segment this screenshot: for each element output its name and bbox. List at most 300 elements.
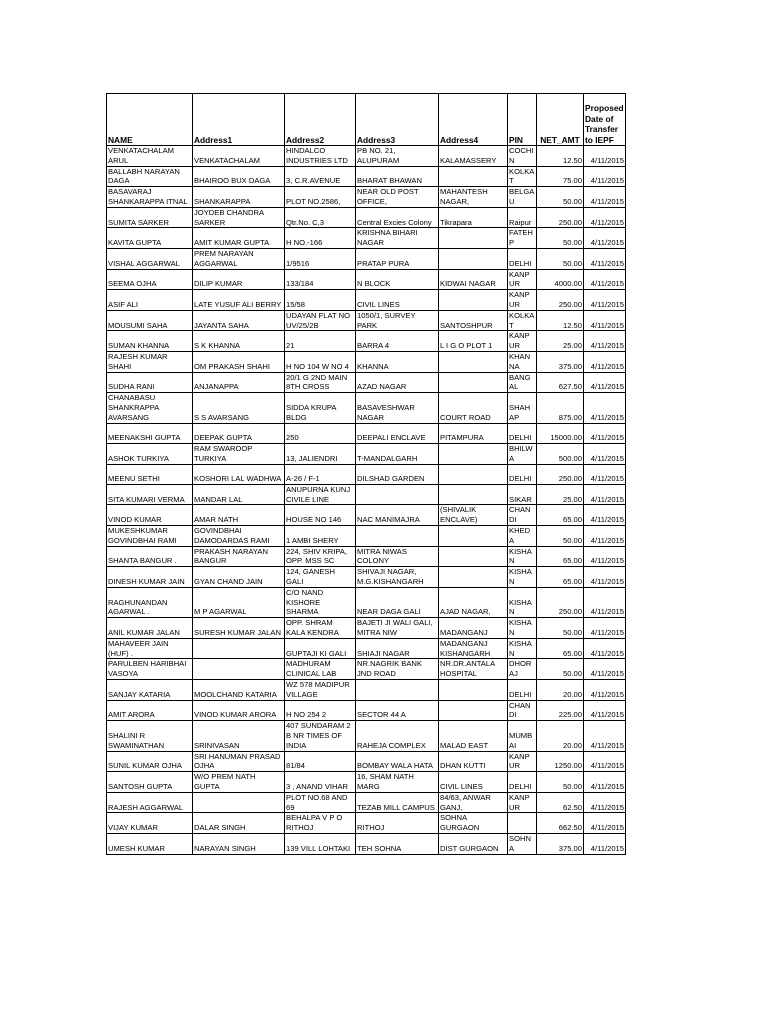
cell-name: DINESH KUMAR JAIN — [107, 567, 193, 588]
cell-name: MUKESHKUMAR GOVINDBHAI RAMI — [107, 526, 193, 547]
cell-net-amt: 250.00 — [537, 587, 584, 617]
cell-address1: GOVINDBHAI DAMODARDAS RAMI — [193, 526, 285, 547]
cell-address1: S K KHANNA — [193, 331, 285, 352]
cell-address4: SOHNA GURGAON — [439, 813, 508, 834]
col-header-net-amt: NET_AMT — [537, 94, 584, 146]
table-row — [107, 700, 626, 721]
cell-name: ANIL KUMAR JALAN — [107, 618, 193, 639]
cell-address3: N BLOCK — [356, 269, 439, 290]
table-row — [107, 618, 626, 639]
table-row — [107, 187, 626, 208]
col-header-name: NAME — [107, 94, 193, 146]
cell-net-amt: 375.00 — [537, 351, 584, 372]
table-row — [107, 587, 626, 617]
cell-name: VISHAL AGGARWAL — [107, 248, 193, 269]
table-row — [107, 505, 626, 526]
cell-address2: 1 AMBI SHERY — [285, 526, 356, 547]
cell-address3: PRATAP PURA — [356, 248, 439, 269]
cell-address1 — [193, 638, 285, 659]
cell-name: RAGHUNANDAN AGARWAL . — [107, 587, 193, 617]
cell-address3: DILSHAD GARDEN — [356, 464, 439, 484]
cell-name: KAVITA GUPTA — [107, 228, 193, 249]
cell-pin: DELHI — [508, 464, 537, 484]
cell-net-amt: 50.00 — [537, 618, 584, 639]
cell-address2: 21 — [285, 331, 356, 352]
cell-address2: A-26 / F-1 — [285, 464, 356, 484]
cell-address3: BARRA 4 — [356, 331, 439, 352]
table-row — [107, 146, 626, 167]
cell-address4 — [439, 372, 508, 393]
cell-pin: DELHI — [508, 248, 537, 269]
cell-name: BALLABH NARAYAN DAGA — [107, 166, 193, 187]
cell-address1: JAYANTA SAHA — [193, 310, 285, 331]
cell-address4 — [439, 484, 508, 505]
cell-address4: DHAN KUTTI — [439, 751, 508, 772]
cell-address2: 250 — [285, 423, 356, 443]
header-row — [107, 94, 626, 146]
cell-address4 — [439, 290, 508, 311]
cell-pin: KANP UR — [508, 269, 537, 290]
cell-address4: AJAD NAGAR, — [439, 587, 508, 617]
cell-pin: CHAN DI — [508, 700, 537, 721]
cell-net-amt: 75.00 — [537, 166, 584, 187]
table-row — [107, 331, 626, 352]
cell-address3: TEZAB MILL CAMPUS — [356, 792, 439, 813]
cell-pin: KISHA N — [508, 638, 537, 659]
cell-address3: NEAR OLD POST OFFICE, — [356, 187, 439, 208]
table-row — [107, 423, 626, 443]
cell-pin: KHED A — [508, 526, 537, 547]
cell-address2: HINDALCO INDUSTRIES LTD — [285, 146, 356, 167]
cell-address3 — [356, 484, 439, 505]
cell-address2: PLOT NO.68 AND 69 — [285, 792, 356, 813]
table-row — [107, 546, 626, 567]
cell-net-amt: 62.50 — [537, 792, 584, 813]
cell-address3: 1050/1, SURVEY PARK — [356, 310, 439, 331]
cell-name: SUDHA RANI — [107, 372, 193, 393]
cell-address2: 15/58 — [285, 290, 356, 311]
cell-address3: RITHOJ — [356, 813, 439, 834]
cell-address1: DILIP KUMAR — [193, 269, 285, 290]
cell-name: MOUSUMI SAHA — [107, 310, 193, 331]
cell-address4: MADANGANJ — [439, 618, 508, 639]
cell-net-amt: 25.00 — [537, 484, 584, 505]
cell-net-amt: 50.00 — [537, 526, 584, 547]
table-row — [107, 659, 626, 680]
cell-address1: NARAYAN SINGH — [193, 833, 285, 854]
cell-name: SUNIL KUMAR OJHA — [107, 751, 193, 772]
cell-address3: TEH SOHNA — [356, 833, 439, 854]
cell-address4: COURT ROAD — [439, 393, 508, 423]
cell-name: ASIF ALI — [107, 290, 193, 311]
table-row — [107, 526, 626, 547]
cell-net-amt: 65.00 — [537, 505, 584, 526]
cell-name: VENKATACHALAM ARUL — [107, 146, 193, 167]
cell-address1: KOSHORI LAL WADHWA — [193, 464, 285, 484]
cell-address3: NAC MANIMAJRA — [356, 505, 439, 526]
cell-address2: UDAYAN FLAT NO UV/25/2B — [285, 310, 356, 331]
cell-name: PARULBEN HARIBHAI VASOYA — [107, 659, 193, 680]
cell-pin: SIKAR — [508, 484, 537, 505]
cell-net-amt: 225.00 — [537, 700, 584, 721]
cell-name: MAHAVEER JAIN (HUF) . — [107, 638, 193, 659]
cell-address2: OPP. SHRAM KALA KENDRA — [285, 618, 356, 639]
cell-address1: SRINIVASAN — [193, 721, 285, 751]
cell-address1: DALAR SINGH — [193, 813, 285, 834]
table-row — [107, 269, 626, 290]
cell-transfer-date: 4/11/2015 — [584, 833, 626, 854]
cell-address4: Tikrapara — [439, 207, 508, 228]
cell-address2: 81/84 — [285, 751, 356, 772]
cell-net-amt: 12.50 — [537, 146, 584, 167]
cell-net-amt: 500.00 — [537, 443, 584, 464]
cell-name: SEEMA OJHA — [107, 269, 193, 290]
unclaimed-dividend-table — [106, 93, 626, 855]
cell-address4 — [439, 700, 508, 721]
table-row — [107, 290, 626, 311]
cell-transfer-date: 4/11/2015 — [584, 567, 626, 588]
cell-address1: MANDAR LAL — [193, 484, 285, 505]
cell-transfer-date: 4/11/2015 — [584, 546, 626, 567]
cell-net-amt: 25.00 — [537, 331, 584, 352]
cell-pin: DELHI — [508, 423, 537, 443]
cell-address4: (SHIVALIK ENCLAVE) — [439, 505, 508, 526]
cell-address4 — [439, 526, 508, 547]
cell-pin: DELHI — [508, 772, 537, 793]
cell-transfer-date: 4/11/2015 — [584, 187, 626, 208]
cell-net-amt: 65.00 — [537, 638, 584, 659]
cell-name: SITA KUMARI VERMA — [107, 484, 193, 505]
cell-transfer-date: 4/11/2015 — [584, 772, 626, 793]
cell-name: AMIT ARORA — [107, 700, 193, 721]
cell-transfer-date: 4/11/2015 — [584, 393, 626, 423]
cell-transfer-date: 4/11/2015 — [584, 659, 626, 680]
table-row — [107, 443, 626, 464]
cell-name: RAJESH KUMAR SHAHI — [107, 351, 193, 372]
cell-address2: 124, GANESH GALI — [285, 567, 356, 588]
cell-address1: LATE YUSUF ALI BERRY — [193, 290, 285, 311]
table-row — [107, 372, 626, 393]
cell-address1 — [193, 659, 285, 680]
cell-transfer-date: 4/11/2015 — [584, 526, 626, 547]
cell-net-amt: 50.00 — [537, 772, 584, 793]
table-row — [107, 792, 626, 813]
cell-transfer-date: 4/11/2015 — [584, 146, 626, 167]
cell-address1: PRAKASH NARAYAN BANGUR — [193, 546, 285, 567]
cell-address4 — [439, 546, 508, 567]
cell-address3: BHARAT BHAWAN — [356, 166, 439, 187]
cell-pin: BANG AL — [508, 372, 537, 393]
cell-pin: KHAN NA — [508, 351, 537, 372]
cell-address2: BEHALPA V P O RITHOJ — [285, 813, 356, 834]
cell-name: SUMITA SARKER — [107, 207, 193, 228]
cell-address3: BAJETI JI WALI GALI, MITRA NIW — [356, 618, 439, 639]
cell-pin — [508, 813, 537, 834]
cell-address2: 407 SUNDARAM 2 B NR TIMES OF INDIA — [285, 721, 356, 751]
cell-address3: 16, SHAM NATH MARG — [356, 772, 439, 793]
cell-net-amt: 50.00 — [537, 659, 584, 680]
cell-address2: WZ 578 MADIPUR VILLAGE — [285, 680, 356, 701]
cell-pin: KANP UR — [508, 751, 537, 772]
cell-address4 — [439, 443, 508, 464]
table-row — [107, 638, 626, 659]
col-header-address1: Address1 — [193, 94, 285, 146]
cell-address3: SHIAJI NAGAR — [356, 638, 439, 659]
cell-address4: MAHANTESH NAGAR, — [439, 187, 508, 208]
table-row — [107, 207, 626, 228]
cell-address1: SHANKARAPPA — [193, 187, 285, 208]
cell-net-amt: 15000.00 — [537, 423, 584, 443]
cell-address1: AMIT KUMAR GUPTA — [193, 228, 285, 249]
cell-pin: KOLKA T — [508, 310, 537, 331]
cell-address3: T-MANDALGARH — [356, 443, 439, 464]
cell-pin: BHILW A — [508, 443, 537, 464]
cell-net-amt: 4000.00 — [537, 269, 584, 290]
cell-address2: SIDDA KRUPA BLDG — [285, 393, 356, 423]
cell-address2: 139 VILL LOHTAKI — [285, 833, 356, 854]
cell-net-amt: 20.00 — [537, 721, 584, 751]
cell-address3: AZAD NAGAR — [356, 372, 439, 393]
cell-address2: 3, C.R.AVENUE — [285, 166, 356, 187]
cell-net-amt: 50.00 — [537, 248, 584, 269]
cell-pin: KANP UR — [508, 331, 537, 352]
cell-address1: DEEPAK GUPTA — [193, 423, 285, 443]
cell-address3: PB NO. 21, ALUPURAM — [356, 146, 439, 167]
cell-address1: GYAN CHAND JAIN — [193, 567, 285, 588]
table-row — [107, 813, 626, 834]
cell-net-amt: 20.00 — [537, 680, 584, 701]
cell-pin: CHAN DI — [508, 505, 537, 526]
cell-name: MEENAKSHI GUPTA — [107, 423, 193, 443]
cell-transfer-date: 4/11/2015 — [584, 700, 626, 721]
cell-transfer-date: 4/11/2015 — [584, 351, 626, 372]
cell-address1: SURESH KUMAR JALAN — [193, 618, 285, 639]
table-body — [107, 146, 626, 855]
cell-transfer-date: 4/11/2015 — [584, 484, 626, 505]
cell-address3 — [356, 680, 439, 701]
cell-transfer-date: 4/11/2015 — [584, 331, 626, 352]
cell-address1: RAM SWAROOP TURKIYA — [193, 443, 285, 464]
cell-address2: 133/184 — [285, 269, 356, 290]
col-header-address4: Address4 — [439, 94, 508, 146]
cell-name: SHANTA BANGUR . — [107, 546, 193, 567]
cell-address2: 20/1 G 2ND MAIN 8TH CROSS — [285, 372, 356, 393]
cell-pin: Raipur — [508, 207, 537, 228]
cell-transfer-date: 4/11/2015 — [584, 423, 626, 443]
cell-address1: VENKATACHALAM — [193, 146, 285, 167]
cell-address3: Central Excies Colony — [356, 207, 439, 228]
cell-transfer-date: 4/11/2015 — [584, 638, 626, 659]
cell-name: MEENU SETHI — [107, 464, 193, 484]
cell-address4: CIVIL LINES — [439, 772, 508, 793]
cell-name: RAJESH AGGARWAL — [107, 792, 193, 813]
cell-address2: GUPTAJI KI GALI — [285, 638, 356, 659]
cell-address3: SHIVAJI NAGAR, M.G.KISHANGARH — [356, 567, 439, 588]
cell-net-amt: 875.00 — [537, 393, 584, 423]
cell-address1: OM PRAKASH SHAHI — [193, 351, 285, 372]
table-row — [107, 484, 626, 505]
cell-pin: DELHI — [508, 680, 537, 701]
cell-address2: H NO 104 W NO 4 — [285, 351, 356, 372]
cell-name: UMESH KUMAR — [107, 833, 193, 854]
cell-transfer-date: 4/11/2015 — [584, 618, 626, 639]
cell-address4 — [439, 228, 508, 249]
cell-address4: KALAMASSERY — [439, 146, 508, 167]
cell-address2: H NO 254 2 — [285, 700, 356, 721]
cell-address3: KHANNA — [356, 351, 439, 372]
table-row — [107, 721, 626, 751]
table-row — [107, 351, 626, 372]
table-row — [107, 833, 626, 854]
table-row — [107, 248, 626, 269]
cell-address1 — [193, 792, 285, 813]
cell-address2: ANUPURNA KUNJ CIVILE LINE — [285, 484, 356, 505]
cell-address3: BASAVESHWAR NAGAR — [356, 393, 439, 423]
cell-address1: ANJANAPPA — [193, 372, 285, 393]
cell-pin: BELGA U — [508, 187, 537, 208]
cell-transfer-date: 4/11/2015 — [584, 587, 626, 617]
table-row — [107, 393, 626, 423]
cell-address4: DIST GURGAON — [439, 833, 508, 854]
cell-address2: H NO.-166 — [285, 228, 356, 249]
col-header-address2: Address2 — [285, 94, 356, 146]
cell-name: VIJAY KUMAR — [107, 813, 193, 834]
cell-address4 — [439, 464, 508, 484]
cell-address3: BOMBAY WALA HATA — [356, 751, 439, 772]
cell-address2: MADHURAM CLINICAL LAB — [285, 659, 356, 680]
cell-address1: AMAR NATH — [193, 505, 285, 526]
cell-address4: 84/63, ANWAR GANJ, — [439, 792, 508, 813]
col-header-address3: Address3 — [356, 94, 439, 146]
cell-pin: KISHA N — [508, 546, 537, 567]
cell-address3: NEAR DAGA GALI — [356, 587, 439, 617]
col-header-transfer-date: Proposed Date of Transfer to IEPF — [584, 94, 626, 146]
cell-transfer-date: 4/11/2015 — [584, 290, 626, 311]
cell-address3: RAHEJA COMPLEX — [356, 721, 439, 751]
table-row — [107, 567, 626, 588]
cell-address1: M P AGARWAL — [193, 587, 285, 617]
cell-address4 — [439, 248, 508, 269]
cell-net-amt: 50.00 — [537, 228, 584, 249]
cell-address1: VINOD KUMAR ARORA — [193, 700, 285, 721]
cell-transfer-date: 4/11/2015 — [584, 464, 626, 484]
cell-transfer-date: 4/11/2015 — [584, 792, 626, 813]
cell-pin: KISHA N — [508, 618, 537, 639]
table-row — [107, 751, 626, 772]
cell-address4: SANTOSHPUR — [439, 310, 508, 331]
cell-transfer-date: 4/11/2015 — [584, 443, 626, 464]
cell-transfer-date: 4/11/2015 — [584, 310, 626, 331]
cell-name: SHALINI R SWAMINATHAN — [107, 721, 193, 751]
cell-transfer-date: 4/11/2015 — [584, 813, 626, 834]
cell-transfer-date: 4/11/2015 — [584, 372, 626, 393]
cell-net-amt: 65.00 — [537, 546, 584, 567]
cell-net-amt: 250.00 — [537, 464, 584, 484]
table-row — [107, 680, 626, 701]
cell-address3: MITRA NIWAS COLONY — [356, 546, 439, 567]
cell-name: BASAVARAJ SHANKARAPPA ITNAL — [107, 187, 193, 208]
cell-transfer-date: 4/11/2015 — [584, 228, 626, 249]
cell-address4: PITAMPURA — [439, 423, 508, 443]
cell-address4: L I G O PLOT 1 — [439, 331, 508, 352]
cell-address4 — [439, 680, 508, 701]
cell-address2: Qtr.No. C,3 — [285, 207, 356, 228]
cell-pin: DHOR AJ — [508, 659, 537, 680]
table-row — [107, 166, 626, 187]
cell-address1: MOOLCHAND KATARIA — [193, 680, 285, 701]
cell-transfer-date: 4/11/2015 — [584, 269, 626, 290]
cell-pin: KANP UR — [508, 792, 537, 813]
cell-transfer-date: 4/11/2015 — [584, 248, 626, 269]
cell-address2: 13, JALIENDRI — [285, 443, 356, 464]
cell-address1: PREM NARAYAN AGGARWAL — [193, 248, 285, 269]
cell-address4 — [439, 351, 508, 372]
cell-address1: SRI HANUMAN PRASAD OJHA — [193, 751, 285, 772]
cell-pin: SHAH AP — [508, 393, 537, 423]
cell-address2: HOUSE NO 146 — [285, 505, 356, 526]
cell-address4: MADANGANJ KISHANGARH — [439, 638, 508, 659]
cell-address1: W/O PREM NATH GUPTA — [193, 772, 285, 793]
cell-address4: KIDWAI NAGAR — [439, 269, 508, 290]
cell-name: SANJAY KATARIA — [107, 680, 193, 701]
cell-name: CHANABASU SHANKRAPPA AVARSANG — [107, 393, 193, 423]
cell-pin: KOLKA T — [508, 166, 537, 187]
cell-address3: KRISHNA BIHARI NAGAR — [356, 228, 439, 249]
cell-net-amt: 627.50 — [537, 372, 584, 393]
cell-pin: COCHI N — [508, 146, 537, 167]
cell-transfer-date: 4/11/2015 — [584, 721, 626, 751]
cell-address2: 1/9516 — [285, 248, 356, 269]
cell-address4 — [439, 166, 508, 187]
cell-address2: C/O NAND KISHORE SHARMA — [285, 587, 356, 617]
table-row — [107, 228, 626, 249]
cell-pin: MUMB AI — [508, 721, 537, 751]
cell-transfer-date: 4/11/2015 — [584, 505, 626, 526]
cell-net-amt: 1250.00 — [537, 751, 584, 772]
table-row — [107, 310, 626, 331]
cell-address2: 3 , ANAND VIHAR — [285, 772, 356, 793]
cell-address3 — [356, 526, 439, 547]
cell-name: ASHOK TURKIYA — [107, 443, 193, 464]
cell-address1: BHAIROO BUX DAGA — [193, 166, 285, 187]
table-row — [107, 772, 626, 793]
cell-transfer-date: 4/11/2015 — [584, 207, 626, 228]
cell-net-amt: 12.50 — [537, 310, 584, 331]
cell-address1: S S AVARSANG — [193, 393, 285, 423]
cell-name: SANTOSH GUPTA — [107, 772, 193, 793]
cell-name: VINOD KUMAR — [107, 505, 193, 526]
cell-pin: SOHN A — [508, 833, 537, 854]
cell-pin: KISHA N — [508, 567, 537, 588]
cell-net-amt: 50.00 — [537, 187, 584, 208]
cell-transfer-date: 4/11/2015 — [584, 166, 626, 187]
cell-net-amt: 375.00 — [537, 833, 584, 854]
cell-name: SUMAN KHANNA — [107, 331, 193, 352]
cell-transfer-date: 4/11/2015 — [584, 751, 626, 772]
col-header-pin: PIN — [508, 94, 537, 146]
cell-address4: MALAD EAST — [439, 721, 508, 751]
cell-address3: NR.NAGRIK BANK JND ROAD — [356, 659, 439, 680]
cell-address2: 224, SHIV KRIPA, OPP. MSS SC — [285, 546, 356, 567]
cell-pin: FATEH P — [508, 228, 537, 249]
table-row — [107, 464, 626, 484]
cell-address4: NR.DR.ANTALA HOSPITAL — [439, 659, 508, 680]
cell-pin: KANP UR — [508, 290, 537, 311]
cell-address3: CIVIL LINES — [356, 290, 439, 311]
cell-address4 — [439, 567, 508, 588]
cell-net-amt: 662.50 — [537, 813, 584, 834]
cell-pin: KISHA N — [508, 587, 537, 617]
